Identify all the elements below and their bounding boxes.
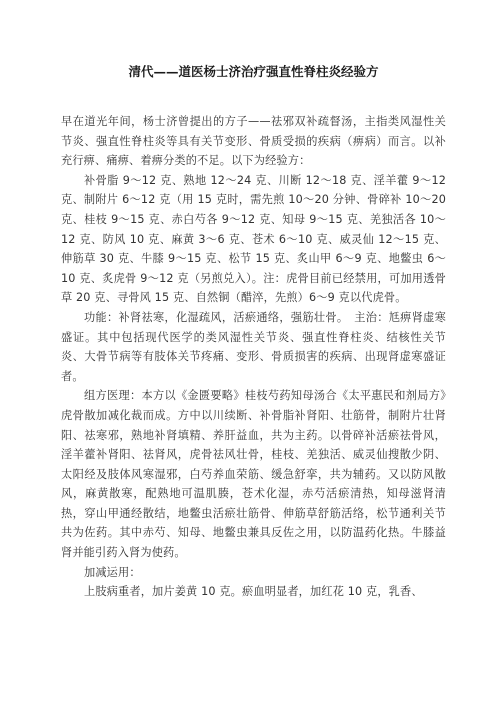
- paragraph-modification: 上肢病重者，加片姜黄 10 克。瘀血明显者，加红花 10 克，乳香、: [84, 585, 423, 599]
- paragraph-formula: 补骨脂 9～12 克、熟地 12～24 克、川断 12～18 克、淫羊藿 9～12 克、制附片 6～12 克（用 15 克时，需先煎 10～20 分钟、骨碎补 10～20 克、桂枝 9～15 克、赤白芍各 9～12 克、知母 9～15 克、羌独活各 10～12 克、防风 10 克、麻黄 3～6 克、苍术 6～10 克、威灵仙 12～15 克、伸筋草 30 克、牛膝 9～15 克、松节 15 克、炙山甲 6～9 克、地鳖虫 6～10 克、炙虎骨 9～12 克（另煎兑入）。注：虎骨目前已经禁用，可加用透骨草 20 克、寻骨风 15 克、自然铜（醋淬，先煎）6～9 克以代虎骨。: [61, 173, 446, 305]
- paragraph-modification-heading: 加减运用：: [84, 565, 141, 579]
- paragraph-function: 功能：补肾祛寒，化湿疏风，活瘀通络，强筋壮骨。 主治：尪痹肾虚寒盛证。其中包括现代医学的类风湿性关节炎、强直性脊柱炎、结核性关节炎、大骨节病等有肢体关节疼痛、变形、骨质损害的疾病、出现肾虚寒盛证者。: [61, 310, 446, 383]
- document-title: 清代——道医杨士济治疗强直性脊柱炎经验方: [128, 64, 379, 79]
- paragraph-rationale: 组方医理：本方以《金匮要略》桂枝芍药知母汤合《太平惠民和剂局方》虎骨散加减化裁而成。方中以川续断、补骨脂补肾阳、壮筋骨，制附片壮肾阳、祛寒邪，熟地补肾填精、养肝益血，共为主药。以骨碎补活瘀祛骨风，淫羊藿补肾阳、祛肾风，虎骨祛风壮骨，桂枝、羌独活、威灵仙搜散少阴、太阳经及肢体风寒湿邪，白芍养血荣筋、缓急舒挛，共为辅药。又以防风散风，麻黄散寒，配熟地可温肌腠，苍术化湿，赤芍活瘀清热，知母滋肾清热，穿山甲通经散结，地鳖虫活瘀壮筋骨、伸筋草舒筋活络，松节通利关节共为佐药。其中赤芍、知母、地鳖虫兼具反佐之用，以防温药化热。牛膝益肾并能引药入肾为使药。: [61, 389, 446, 560]
- paragraph-intro: 早在道光年间，杨士济曾提出的方子——祛邪双补疏督汤，主指类风湿性关节炎、强直性脊柱炎等具有关节变形、骨质受损的疾病（痹病）而言。以补充行痹、痛痹、着痹分类的不足。以下为经验方：: [61, 115, 446, 168]
